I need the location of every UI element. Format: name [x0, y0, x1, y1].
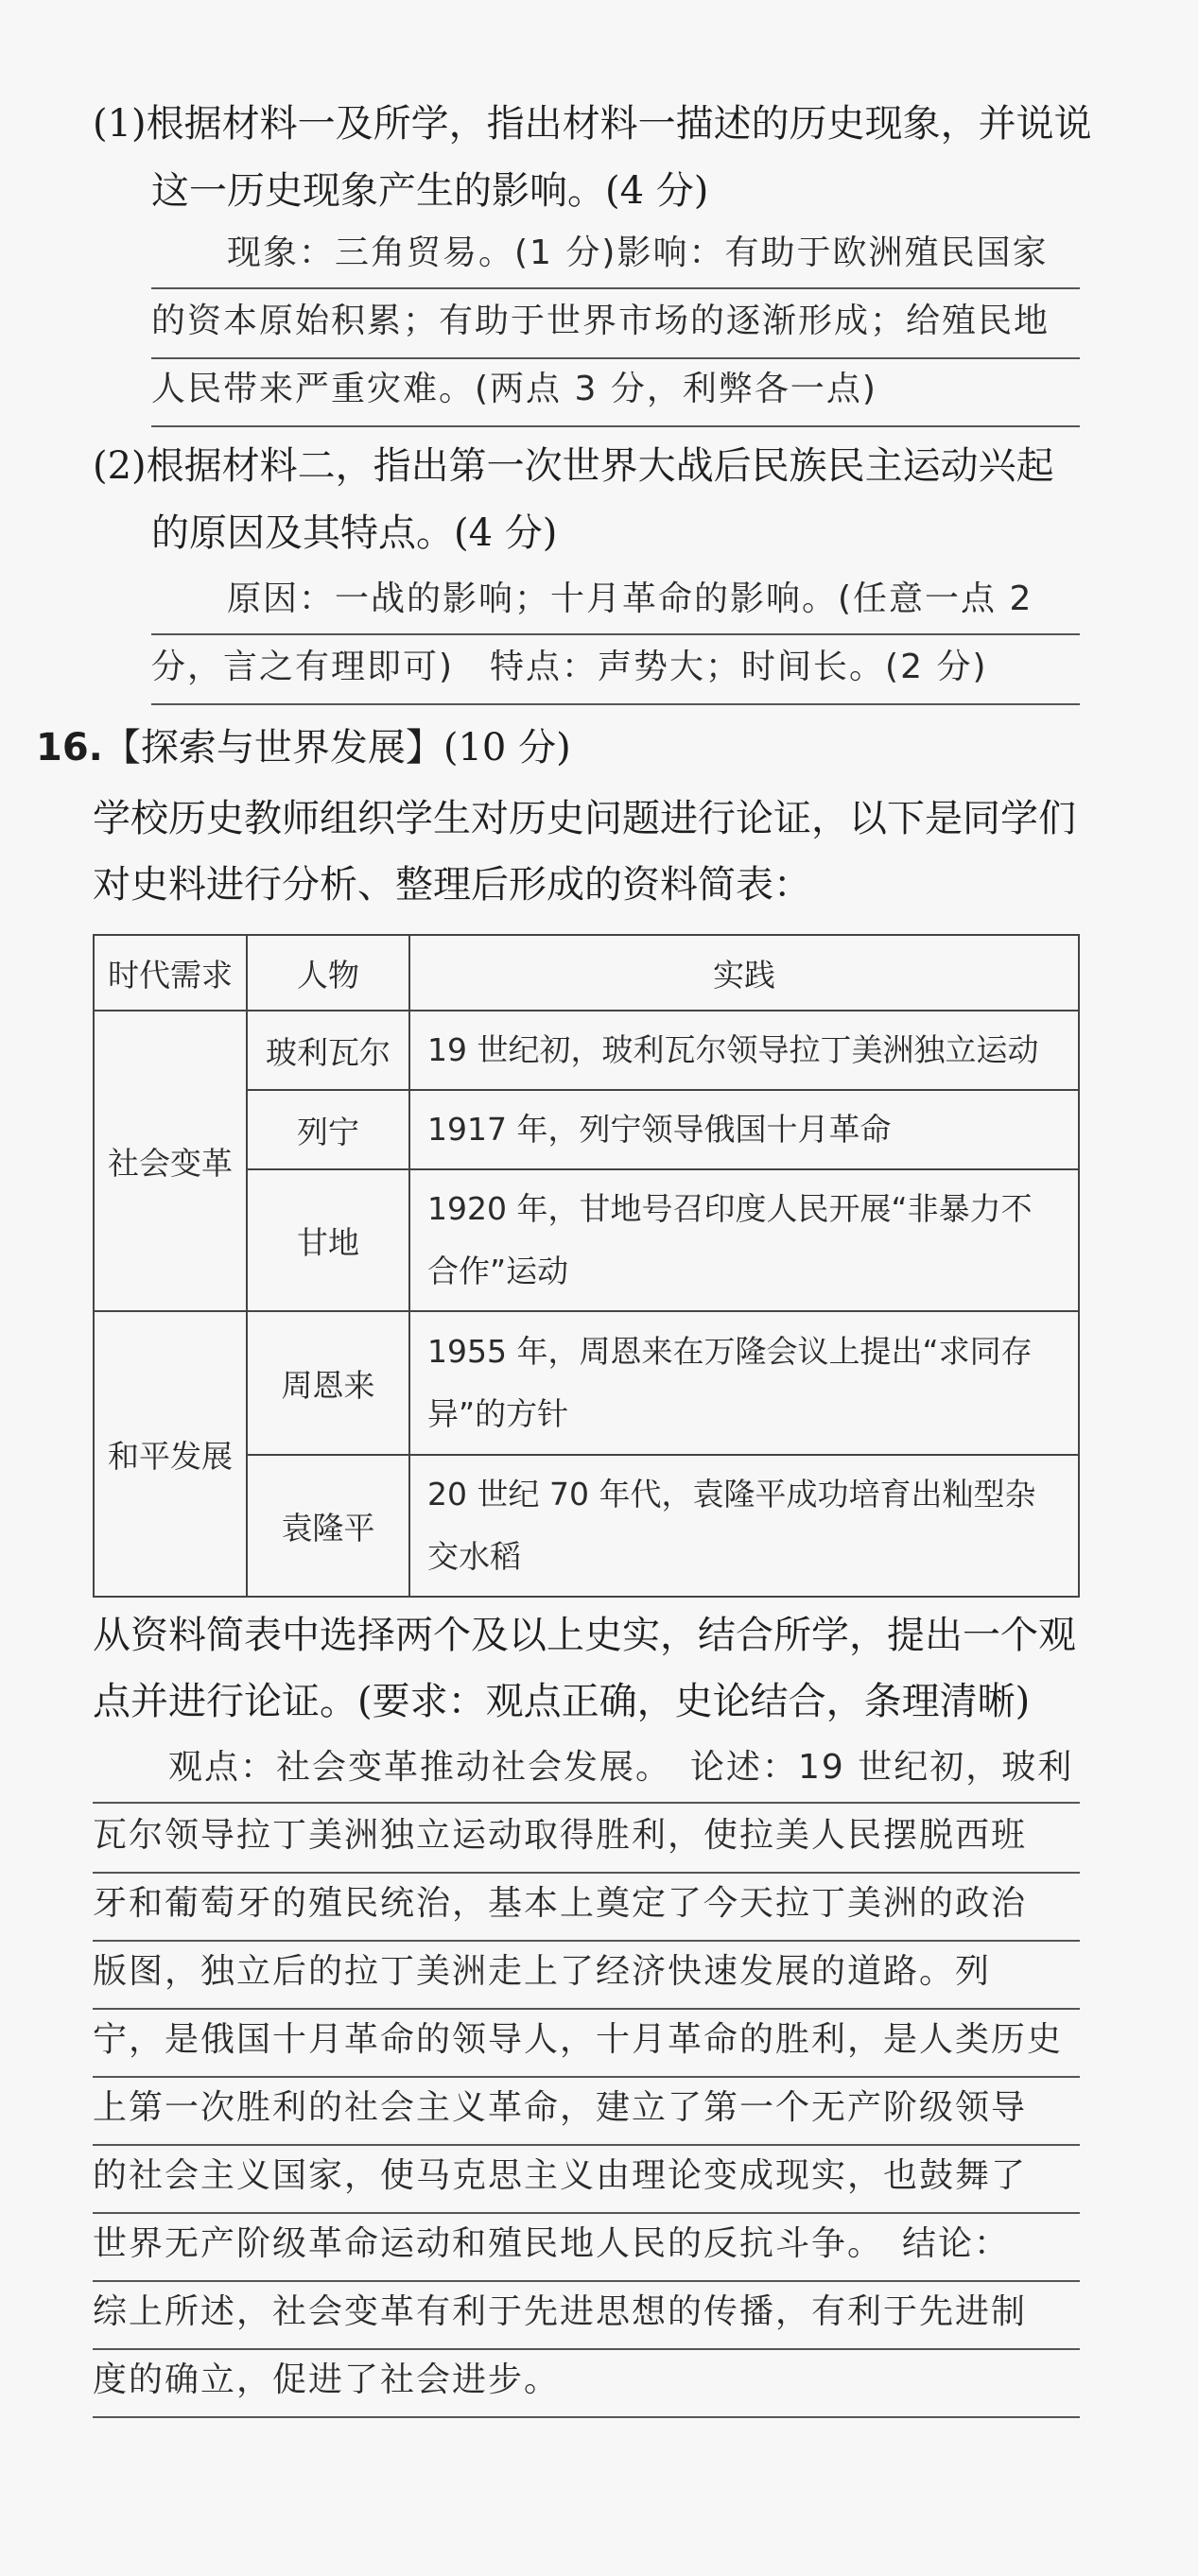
question-1-line-1: (1)根据材料一及所学，指出材料一描述的历史现象，并说说	[93, 102, 1092, 146]
table-header-cell: 人物	[247, 935, 409, 1011]
table-practice-cell: 1920 年，甘地号召印度人民开展“非暴力不合作”运动	[409, 1169, 1079, 1311]
answer-1-line-3: 人民带来严重灾难。(两点 3 分，利弊各一点)	[151, 357, 1080, 427]
answer-1-line-2: 的资本原始积累；有助于世界市场的逐渐形成；给殖民地	[151, 289, 1080, 359]
question-2-line-2: 的原因及其特点。(4 分)	[151, 511, 558, 555]
question-16-intro-line-2: 对史料进行分析、整理后形成的资料简表：	[93, 863, 811, 907]
table-practice-cell: 20 世纪 70 年代，袁隆平成功培育出籼型杂交水稻	[409, 1455, 1079, 1597]
question-16-title: 【探索与世界发展】	[102, 726, 443, 769]
question-16-task-line-2: 点并进行论证。(要求：观点正确，史论结合，条理清晰)	[93, 1680, 1031, 1723]
answer-16-line-4: 版图，独立后的拉丁美洲走上了经济快速发展的道路。列	[93, 1940, 1080, 2010]
answer-16-line-2: 瓦尔领导拉丁美洲独立运动取得胜利，使拉美人民摆脱西班	[93, 1804, 1080, 1874]
answer-1-line-1: 现象：三角贸易。(1 分)影响：有助于欧洲殖民国家	[151, 221, 1080, 289]
table-practice-cell: 19 世纪初，玻利瓦尔领导拉丁美洲独立运动	[409, 1011, 1079, 1090]
answer-2-line-2: 分，言之有理即可) 特点：声势大；时间长。(2 分)	[151, 635, 1080, 705]
material-summary-table	[93, 934, 1080, 1598]
answer-16-line-10: 度的确立，促进了社会进步。	[93, 2348, 1080, 2418]
question-16-task-line-1: 从资料简表中选择两个及以上史实，结合所学，提出一个观	[93, 1614, 1076, 1657]
table-row	[94, 1311, 1079, 1455]
question-16-intro-line-1: 学校历史教师组织学生对历史问题进行论证，以下是同学们	[93, 797, 1076, 840]
table-row	[94, 1011, 1079, 1090]
table-group-cell: 和平发展	[94, 1311, 247, 1597]
table-person-cell: 玻利瓦尔	[247, 1011, 409, 1090]
question-2-line-1: (2)根据材料二，指出第一次世界大战后民族民主运动兴起	[93, 444, 1054, 488]
question-16-heading	[36, 714, 571, 782]
answer-2-line-1: 原因：一战的影响；十月革命的影响。(任意一点 2	[151, 567, 1080, 635]
answer-16-line-5: 宁，是俄国十月革命的领导人，十月革命的胜利，是人类历史	[93, 2008, 1080, 2078]
table-group-cell: 社会变革	[94, 1011, 247, 1311]
question-16-number: 16.	[36, 726, 103, 769]
answer-16-line-8: 世界无产阶级革命运动和殖民地人民的反抗斗争。 结论：	[93, 2212, 1080, 2282]
table-person-cell: 甘地	[247, 1169, 409, 1311]
table-practice-cell: 1917 年，列宁领导俄国十月革命	[409, 1090, 1079, 1169]
answer-16-line-3: 牙和葡萄牙的殖民统治，基本上奠定了今天拉丁美洲的政治	[93, 1872, 1080, 1942]
table-header-cell: 实践	[409, 935, 1079, 1011]
table-header-cell: 时代需求	[94, 935, 247, 1011]
table-person-cell: 列宁	[247, 1090, 409, 1169]
question-16-score: (10 分)	[443, 726, 571, 769]
answer-16-line-7: 的社会主义国家，使马克思主义由理论变成现实，也鼓舞了	[93, 2144, 1080, 2214]
table-practice-cell: 1955 年，周恩来在万隆会议上提出“求同存异”的方针	[409, 1311, 1079, 1455]
table-person-cell: 周恩来	[247, 1311, 409, 1455]
table-header-row	[94, 935, 1079, 1011]
answer-16-line-1: 观点：社会变革推动社会发展。 论述：19 世纪初，玻利	[93, 1736, 1080, 1804]
answer-16-line-6: 上第一次胜利的社会主义革命，建立了第一个无产阶级领导	[93, 2076, 1080, 2146]
question-1-line-2: 这一历史现象产生的影响。(4 分)	[151, 169, 709, 213]
answer-16-line-9: 综上所述，社会变革有利于先进思想的传播，有利于先进制	[93, 2280, 1080, 2350]
table-person-cell: 袁隆平	[247, 1455, 409, 1597]
